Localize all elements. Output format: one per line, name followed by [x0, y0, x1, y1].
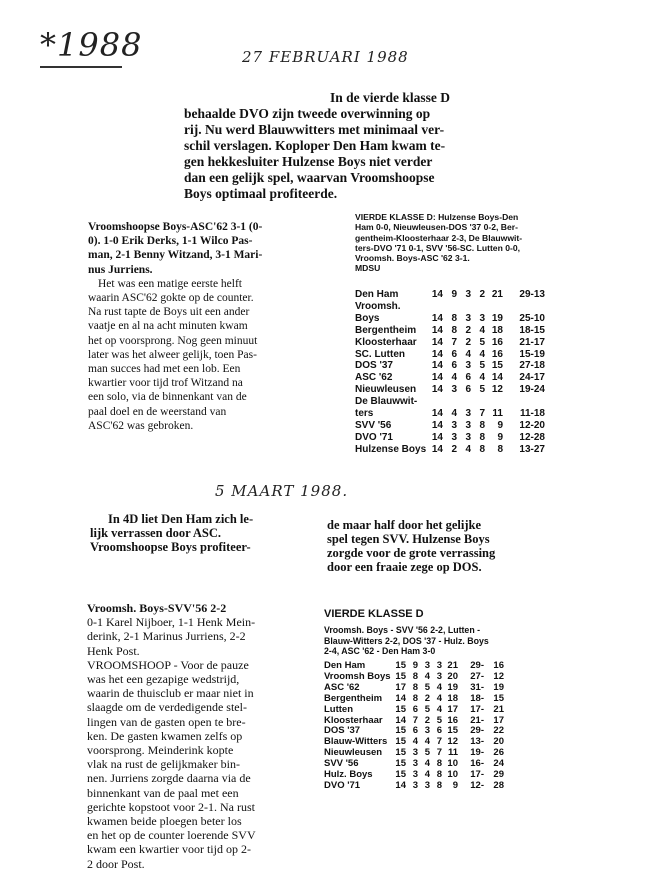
body-line: voorsprong. Meinderink kopte — [87, 743, 234, 758]
standings-cell-team: Bergentheim — [324, 692, 383, 704]
standings-cell-w — [443, 301, 457, 313]
standings-cell-l: 8 — [436, 769, 442, 781]
standings-cell-p: 15 — [395, 736, 406, 748]
body-line: lingen van de gasten open te bre- — [87, 714, 246, 729]
standings-cell-l: 5 — [479, 384, 485, 396]
date-heading-feb: 27 FEBRUARI 1988 — [242, 48, 409, 66]
standings-cell-d — [457, 301, 471, 313]
standings-cell-pts: 16 — [491, 348, 503, 360]
standings-cell-team: De Blauwwit- — [355, 396, 418, 408]
match-report-1-body — [88, 277, 278, 433]
standings-cell-l: 4 — [436, 703, 442, 715]
standings-cell-l: 3 — [436, 670, 442, 682]
standings-cell-pts: 20 — [447, 670, 458, 682]
standings-cell-ga: 26 — [493, 747, 504, 759]
standings-cell-team: Nieuwleusen — [355, 384, 417, 396]
standings-cell-pts: 8 — [497, 443, 503, 455]
standings-cell-w: 3 — [412, 769, 418, 781]
standings-row — [355, 360, 545, 372]
standings-cell-goals — [503, 396, 545, 408]
standings-cell-gf: 12- — [470, 779, 484, 791]
standings-cell-w: 4 — [451, 372, 457, 384]
standings-cell-pts: 9 — [452, 779, 458, 791]
standings-header-line: Ham 0-0, Nieuwleusen-DOS '37 0-2, Ber- — [355, 222, 518, 233]
standings-cell-w: 3 — [412, 747, 418, 759]
intro-paragraph-2-left — [90, 512, 305, 554]
standings-row — [355, 408, 545, 420]
standings-cell-ga: 19 — [493, 681, 504, 693]
scorers-line: Henk Post. — [87, 643, 140, 658]
standings-cell-pts: 14 — [491, 372, 503, 384]
standings-cell-d: 3 — [424, 660, 430, 671]
standings-cell-team: SC. Lutten — [355, 348, 405, 360]
standings-cell-p: 15 — [395, 747, 406, 759]
match-report-1-heading — [88, 220, 278, 277]
standings-cell-l: 8 — [436, 779, 442, 791]
standings-cell-p: 17 — [395, 681, 406, 693]
standings-cell-p: 14 — [431, 431, 443, 443]
standings-header-line: MDSU — [355, 263, 381, 274]
archive-mark-underline — [40, 66, 122, 68]
standings-1-header — [355, 212, 555, 274]
standings-row — [324, 705, 504, 716]
standings-cell-ga: 20 — [493, 736, 504, 748]
standings-cell-l: 4 — [479, 372, 485, 384]
intro-line: In de vierde klasse D — [330, 90, 451, 105]
standings-cell-team: ASC '62 — [324, 681, 360, 693]
standings-cell-team: Den Ham — [324, 660, 366, 671]
standings-cell-pts: 16 — [447, 714, 458, 726]
standings-cell-p: 14 — [431, 443, 443, 455]
standings-cell-d: 3 — [424, 779, 430, 791]
body-line: kwamen beide ploegen beter los — [87, 814, 242, 829]
standings-cell-p: 14 — [431, 336, 443, 348]
standings-cell-d: 4 — [424, 769, 430, 781]
standings-cell-w: 3 — [451, 431, 457, 443]
body-line: waarin de thuisclub er maar niet in — [87, 686, 254, 701]
standings-cell-d: 2 — [465, 324, 471, 336]
body-line: gerichte kopstoot voor 2-1. Na rust — [87, 799, 255, 814]
standings-cell-l: 7 — [479, 408, 485, 420]
standings-cell-ga: 21 — [493, 703, 504, 715]
standings-cell-d: 5 — [424, 681, 430, 693]
standings-2-title: VIERDE KLASSE D — [324, 608, 424, 620]
body-line: slaagde om de verdedigende stel- — [87, 700, 247, 715]
body-line: kwartier voor tijd trof Witzand na — [88, 377, 243, 390]
standings-cell-pts: 15 — [447, 725, 458, 737]
results-line: Vroomsh. Boys - SVV '56 2-2, Lutten - — [324, 625, 481, 635]
standings-cell-gf: 19- — [470, 747, 484, 759]
standings-cell-team: Hulz. Boys — [324, 769, 373, 781]
standings-cell-gf: 27- — [470, 670, 484, 682]
intro-line: behaalde DVO zijn tweede overwinning op — [184, 106, 431, 121]
standings-cell-pts: 9 — [497, 419, 503, 431]
standings-header-line: VIERDE KLASSE D: Hulzense Boys-Den — [355, 212, 519, 222]
body-line: later was het alweer gelijk, toen Pas- — [88, 348, 257, 361]
standings-cell-d: 5 — [424, 747, 430, 759]
standings-cell-w: 7 — [451, 336, 457, 348]
standings-cell-pts: 17 — [447, 703, 458, 715]
standings-cell-d: 5 — [424, 703, 430, 715]
intro-line: zorgde voor de grote verrassing — [327, 546, 496, 560]
scorers-line: 0-1 Karel Nijboer, 1-1 Henk Mein- — [87, 615, 256, 630]
standings-cell-l: 4 — [436, 692, 442, 704]
standings-cell-w: 3 — [412, 779, 418, 791]
standings-row — [324, 694, 504, 705]
standings-cell-pts: 11 — [447, 747, 458, 759]
standings-cell-d: 2 — [465, 336, 471, 348]
intro-line: Boys optimaal profiteerde. — [184, 186, 338, 201]
standings-cell-l: 3 — [436, 660, 442, 671]
body-line: het op voorsprong. Nog geen minuut — [88, 334, 258, 347]
standings-cell-team: Kloosterhaar — [324, 714, 383, 726]
standings-cell-l: 7 — [436, 747, 442, 759]
body-line: waarin ASC'62 gokte op de counter. — [88, 292, 254, 305]
standings-cell-d: 4 — [424, 736, 430, 748]
standings-cell-w: 6 — [412, 703, 418, 715]
standings-cell-p: 14 — [431, 360, 443, 372]
standings-cell-w: 8 — [451, 324, 457, 336]
standings-cell-d: 6 — [465, 384, 471, 396]
standings-cell-d: 4 — [424, 758, 430, 770]
standings-cell-ga: 12 — [493, 670, 504, 682]
standings-2-results — [324, 625, 549, 657]
intro-line: Vroomshoopse Boys profiteer- — [90, 540, 251, 554]
match-report-2-heading: Vroomsh. Boys-SVV'56 2-2 — [87, 601, 227, 615]
standings-cell-l: 8 — [436, 758, 442, 770]
intro-paragraph-1 — [184, 90, 474, 202]
standings-row — [355, 444, 545, 456]
standings-cell-goals — [503, 301, 545, 313]
standings-header-line: Vroomsh. Boys-ASC '62 3-1. — [355, 253, 470, 264]
standings-cell-p: 14 — [395, 692, 406, 704]
standings-cell-pts: 15 — [491, 360, 503, 372]
body-line: kwam een kwartier voor tijd op 2- — [87, 842, 251, 857]
standings-row — [324, 781, 504, 792]
standings-cell-pts: 21 — [447, 660, 458, 671]
standings-cell-pts: 18 — [447, 692, 458, 704]
standings-cell-gf: 29- — [470, 660, 484, 671]
standings-cell-team: Hulzense Boys — [355, 443, 427, 455]
standings-cell-team: Vroomsh. — [355, 300, 401, 312]
body-line: was het een gezapige wedstrijd, — [87, 672, 240, 687]
standings-cell-team: DOS '37 — [355, 360, 393, 372]
standings-cell-d: 3 — [465, 408, 471, 420]
heading-line: man, 2-1 Benny Witzand, 3-1 Mari- — [88, 249, 263, 262]
standings-cell-ga: 24 — [493, 758, 504, 770]
standings-cell-goals: 19-24 — [519, 384, 545, 396]
standings-cell-ga: 28 — [493, 779, 504, 791]
standings-cell-team: Lutten — [324, 703, 354, 715]
standings-row — [355, 301, 545, 313]
standings-cell-team: SVV '56 — [355, 419, 392, 431]
standings-cell-ga: 29 — [493, 769, 504, 781]
standings-cell-pts: 12 — [491, 384, 503, 396]
standings-cell-goals: 15-19 — [519, 348, 545, 360]
standings-cell-d: 4 — [424, 670, 430, 682]
standings-cell-pts — [485, 301, 503, 313]
standings-cell-w: 9 — [451, 289, 457, 300]
standings-cell-goals: 12-20 — [519, 419, 545, 431]
standings-cell-w: 4 — [412, 736, 418, 748]
standings-row — [355, 384, 545, 396]
standings-2-table — [324, 661, 504, 792]
intro-line: rij. Nu werd Blauwwitters met minimaal ver- — [184, 122, 445, 137]
standings-cell-goals: 13-27 — [519, 443, 545, 455]
date-heading-mar: 5 MAART 1988. — [215, 482, 349, 500]
body-line: vlak na rust de gelijkmaker bin- — [87, 757, 240, 772]
standings-cell-d: 3 — [465, 312, 471, 324]
standings-cell-ga: 17 — [493, 714, 504, 726]
intro-line: dan een gelijk spel, waarvan Vroomshoopse — [184, 170, 435, 185]
standings-1-table — [355, 289, 545, 456]
scorers-line: derink, 2-1 Marinus Jurriens, 2-2 — [87, 629, 246, 644]
standings-cell-l: 8 — [479, 443, 485, 455]
standings-cell-p: 15 — [395, 703, 406, 715]
standings-cell-pts: 9 — [497, 431, 503, 443]
standings-cell-l: 4 — [436, 681, 442, 693]
standings-cell-p: 14 — [431, 372, 443, 384]
standings-cell-goals: 18-15 — [519, 324, 545, 336]
standings-cell-w: 8 — [412, 670, 418, 682]
body-line: nen. Jurriens zorgde daarna via de — [87, 771, 251, 786]
standings-cell-d — [457, 396, 471, 408]
standings-cell-goals: 29-13 — [519, 289, 545, 300]
standings-cell-w: 2 — [451, 443, 457, 455]
standings-row — [355, 313, 545, 325]
standings-row — [355, 372, 545, 384]
standings-cell-team: Bergentheim — [355, 324, 417, 336]
standings-cell-team: Nieuwleusen — [324, 747, 383, 759]
heading-line: nus Jurriens. — [88, 263, 153, 276]
standings-cell-gf: 18- — [470, 692, 484, 704]
standings-cell-l: 5 — [436, 714, 442, 726]
intro-line: spel tegen SVV. Hulzense Boys — [327, 532, 490, 546]
standings-cell-team: Blauw-Witters — [324, 736, 388, 748]
standings-cell-d: 3 — [465, 419, 471, 431]
standings-cell-w — [443, 396, 457, 408]
standings-cell-l — [471, 396, 485, 408]
standings-row — [355, 349, 545, 361]
body-line: ken. De gasten kwamen zelfs op — [87, 728, 243, 743]
body-line: man succes had met een lob. Een — [88, 363, 241, 376]
intro-line: In 4D liet Den Ham zich le- — [108, 512, 254, 526]
standings-cell-team: Den Ham — [355, 289, 399, 300]
standings-cell-team: DVO '71 — [355, 431, 393, 443]
standings-cell-p: 14 — [431, 419, 443, 431]
standings-cell-team: Kloosterhaar — [355, 336, 417, 348]
standings-row — [355, 432, 545, 444]
standings-cell-gf: 16- — [470, 758, 484, 770]
standings-cell-pts: 12 — [447, 736, 458, 748]
heading-line: Vroomshoopse Boys-ASC'62 3-1 (0- — [88, 221, 263, 233]
standings-cell-team: DVO '71 — [324, 779, 361, 791]
standings-cell-team: DOS '37 — [324, 725, 361, 737]
standings-cell-l: 5 — [479, 360, 485, 372]
standings-cell-goals: 27-18 — [519, 360, 545, 372]
standings-cell-d: 2 — [424, 692, 430, 704]
standings-cell-pts: 19 — [447, 681, 458, 693]
standings-cell-gf: 21- — [470, 714, 484, 726]
standings-cell-goals: 11-18 — [519, 408, 545, 420]
standings-cell-p: 14 — [395, 714, 406, 726]
standings-cell-gf: 31- — [470, 681, 484, 693]
standings-cell-gf: 17- — [470, 703, 484, 715]
standings-header-line: gentheim-Kloosterhaar 2-3, De Blauwwit- — [355, 232, 523, 243]
standings-cell-d: 4 — [465, 348, 471, 360]
standings-cell-p: 14 — [431, 312, 443, 324]
results-line: 2-4, ASC '62 - Den Ham 3-0 — [324, 646, 436, 657]
standings-cell-gf: 17- — [470, 769, 484, 781]
standings-cell-d: 3 — [465, 431, 471, 443]
standings-cell-w: 6 — [412, 725, 418, 737]
match-report-1 — [88, 220, 278, 433]
intro-line: lijk verrassen door ASC. — [90, 526, 222, 540]
body-line: ASC'62 was gebroken. — [88, 419, 194, 432]
standings-cell-p: 14 — [431, 324, 443, 336]
body-line: paal doel en de weerstand van — [88, 405, 227, 418]
intro-line: gen hekkesluiter Hulzense Boys niet verder — [184, 154, 433, 169]
body-line: 2 door Post. — [87, 856, 145, 871]
standings-cell-d: 4 — [465, 443, 471, 455]
standings-cell-goals: 12-28 — [519, 431, 545, 443]
body-line: en het op de counter loerende SVV — [87, 828, 256, 843]
standings-cell-w: 8 — [412, 681, 418, 693]
standings-cell-pts: 11 — [492, 408, 503, 420]
standings-cell-pts: 19 — [491, 312, 503, 324]
standings-cell-team: Vroomsh Boys — [324, 670, 391, 682]
standings-cell-l: 7 — [436, 736, 442, 748]
standings-cell-d: 3 — [424, 725, 430, 737]
archive-mark: *1988 — [40, 26, 143, 64]
standings-cell-goals: 21-17 — [519, 336, 545, 348]
standings-cell-team: ters — [355, 408, 374, 420]
standings-cell-ga: 16 — [493, 660, 504, 671]
standings-cell-pts — [485, 396, 503, 408]
standings-cell-w: 6 — [451, 348, 457, 360]
standings-cell-p: 14 — [431, 384, 443, 396]
results-line: Blauw-Witters 2-2, DOS '37 - Hulz. Boys — [324, 635, 489, 646]
standings-cell-p: 14 — [431, 289, 443, 300]
standings-row — [355, 289, 545, 301]
standings-cell-l: 8 — [479, 431, 485, 443]
intro-paragraph-2-right — [327, 518, 547, 574]
standings-cell-team: ASC '62 — [355, 372, 393, 384]
standings-cell-w: 9 — [412, 660, 418, 671]
standings-cell-w: 4 — [451, 408, 457, 420]
standings-cell-w: 3 — [451, 419, 457, 431]
standings-cell-pts: 18 — [491, 324, 503, 336]
standings-cell-p: 14 — [395, 779, 406, 791]
standings-cell-d: 6 — [465, 372, 471, 384]
intro-line: door een fraaie zege op DOS. — [327, 560, 482, 574]
match-report-2 — [87, 601, 287, 871]
body-line: binnenkant van de paal met een — [87, 785, 239, 800]
standings-cell-ga: 15 — [493, 692, 504, 704]
standings-cell-l: 4 — [479, 348, 485, 360]
standings-cell-ga: 22 — [493, 725, 504, 737]
standings-row — [355, 325, 545, 337]
standings-cell-p: 14 — [431, 408, 443, 420]
standings-cell-pts: 16 — [491, 336, 503, 348]
standings-cell-d: 3 — [465, 360, 471, 372]
standings-cell-l — [471, 301, 485, 313]
intro-line: de maar half door het gelijke — [327, 518, 482, 532]
standings-cell-gf: 29- — [470, 725, 484, 737]
standings-cell-goals: 24-17 — [519, 372, 545, 384]
body-line: Na rust tapte de Boys uit een ander — [88, 306, 250, 319]
match-report-2-body — [87, 658, 287, 871]
standings-cell-p — [427, 301, 443, 313]
standings-cell-team: Boys — [355, 312, 380, 324]
standings-cell-d: 3 — [465, 289, 471, 300]
standings-cell-p: 15 — [395, 725, 406, 737]
standings-cell-pts: 10 — [447, 758, 458, 770]
standings-cell-w: 3 — [412, 758, 418, 770]
standings-cell-l: 2 — [479, 289, 485, 300]
standings-cell-pts: 21 — [491, 289, 503, 300]
standings-header-line: ters-DVO '71 0-1, SVV '56-SC. Lutten 0-0, — [355, 242, 521, 253]
standings-cell-w: 7 — [412, 714, 418, 726]
standings-cell-p: 15 — [395, 758, 406, 770]
standings-cell-w: 8 — [451, 312, 457, 324]
body-line: Het was een matige eerste helft — [98, 277, 243, 290]
standings-cell-p — [427, 396, 443, 408]
body-line: vaatje en al na acht minuten kwam — [88, 320, 248, 333]
heading-line: 0). 1-0 Erik Derks, 1-1 Wilco Pas- — [88, 235, 253, 248]
match-report-2-scorers — [87, 615, 287, 658]
standings-cell-team: SVV '56 — [324, 758, 359, 770]
standings-cell-w: 6 — [451, 360, 457, 372]
standings-cell-l: 3 — [479, 312, 485, 324]
standings-cell-l: 4 — [479, 324, 485, 336]
standings-cell-goals: 25-10 — [519, 312, 545, 324]
standings-cell-w: 8 — [412, 692, 418, 704]
standings-cell-w: 3 — [451, 384, 457, 396]
standings-cell-p: 14 — [431, 348, 443, 360]
standings-row — [355, 420, 545, 432]
standings-cell-gf: 13- — [470, 736, 484, 748]
standings-row — [355, 337, 545, 349]
standings-row — [355, 396, 545, 408]
body-line: VROOMSHOOP - Voor de pauze — [87, 657, 249, 672]
intro-line: schil verslagen. Koploper Den Ham kwam te- — [184, 138, 446, 153]
standings-cell-l: 8 — [479, 419, 485, 431]
standings-cell-l: 5 — [479, 336, 485, 348]
standings-cell-p: 15 — [395, 769, 406, 781]
standings-cell-pts: 10 — [447, 769, 458, 781]
standings-cell-p: 15 — [395, 660, 406, 671]
body-line: een solo, via de binnenkant van de — [88, 391, 247, 404]
standings-cell-d: 2 — [424, 714, 430, 726]
standings-cell-p: 15 — [395, 670, 406, 682]
standings-cell-l: 6 — [436, 725, 442, 737]
